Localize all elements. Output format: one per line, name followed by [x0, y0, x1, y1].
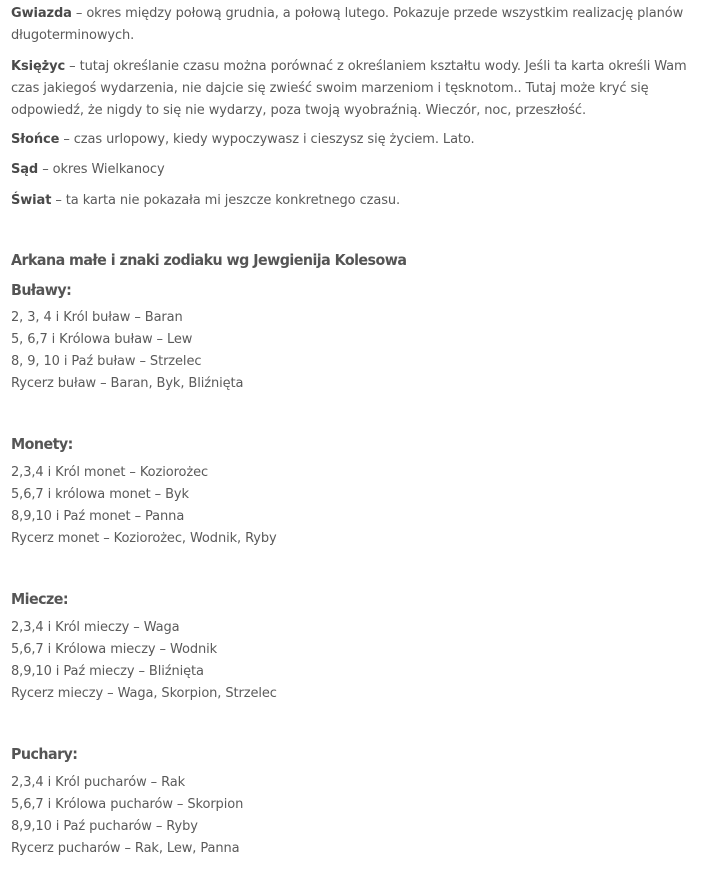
paragraph-sad: [11, 159, 717, 181]
term-sad: Sąd: [11, 162, 39, 177]
list-item: Rycerz buław – Baran, Byk, Bliźnięta: [11, 376, 244, 391]
main-heading: Arkana małe i znaki zodiaku wg Jewgienija Kolesowa: [11, 251, 407, 269]
list-miecze: [11, 617, 277, 705]
list-item: 5,6,7 i Królowa pucharów – Skorpion: [11, 797, 244, 812]
list-item: Rycerz mieczy – Waga, Skorpion, Strzelec: [11, 686, 277, 701]
section-heading-miecze: Miecze:: [11, 590, 69, 608]
list-puchary: [11, 772, 243, 860]
section-heading-puchary: Puchary:: [11, 745, 78, 763]
text-ksiezyc: – tutaj określanie czasu można porównać z określaniem kształtu wody. Jeśli ta karta określi Wam czas jakiegoś wydarzenia, nie dajcie się zwieść swoim marzeniom i tęsknotom.. Tutaj może kryć się odpowiedź, że nigdy to się nie wydarzy, poza twoją wyobraźnią. Wieczór, noc, przeszłość.: [11, 59, 687, 118]
list-item: 2,3,4 i Król monet – Koziorożec: [11, 465, 209, 480]
list-item: 8,9,10 i Paź pucharów – Ryby: [11, 819, 198, 834]
text-swiat: – ta karta nie pokazała mi jeszcze konkretnego czasu.: [51, 193, 401, 208]
text-gwiazda: – okres między połową grudnia, a połową lutego. Pokazuje przede wszystkim realizację planów długoterminowych.: [11, 6, 684, 43]
list-item: 2,3,4 i Król pucharów – Rak: [11, 775, 186, 790]
paragraph-slonce: [11, 129, 717, 151]
list-monety: [11, 462, 277, 550]
list-item: 2, 3, 4 i Król buław – Baran: [11, 310, 183, 325]
list-item: 8, 9, 10 i Paź buław – Strzelec: [11, 354, 202, 369]
term-ksiezyc: Księżyc: [11, 59, 66, 74]
paragraph-gwiazda: [11, 3, 717, 47]
list-item: 8,9,10 i Paź mieczy – Bliźnięta: [11, 664, 204, 679]
term-slonce: Słońce: [11, 132, 60, 147]
list-item: 8,9,10 i Paź monet – Panna: [11, 509, 185, 524]
text-sad: – okres Wielkanocy: [38, 162, 165, 177]
term-gwiazda: Gwiazda: [11, 6, 72, 21]
list-item: Rycerz monet – Koziorożec, Wodnik, Ryby: [11, 531, 277, 546]
list-item: Rycerz pucharów – Rak, Lew, Panna: [11, 841, 240, 856]
paragraph-swiat: [11, 190, 717, 212]
term-swiat: Świat: [11, 193, 52, 208]
section-heading-bulawy: Buławy:: [11, 281, 72, 299]
section-heading-monety: Monety:: [11, 435, 73, 453]
list-item: 5,6,7 i królowa monet – Byk: [11, 487, 189, 502]
list-item: 5,6,7 i Królowa mieczy – Wodnik: [11, 642, 218, 657]
paragraph-ksiezyc: [11, 56, 717, 122]
text-slonce: – czas urlopowy, kiedy wypoczywasz i cieszysz się życiem. Lato.: [59, 132, 475, 147]
list-item: 2,3,4 i Król mieczy – Waga: [11, 620, 180, 635]
list-item: 5, 6,7 i Królowa buław – Lew: [11, 332, 193, 347]
list-bulawy: [11, 307, 243, 395]
